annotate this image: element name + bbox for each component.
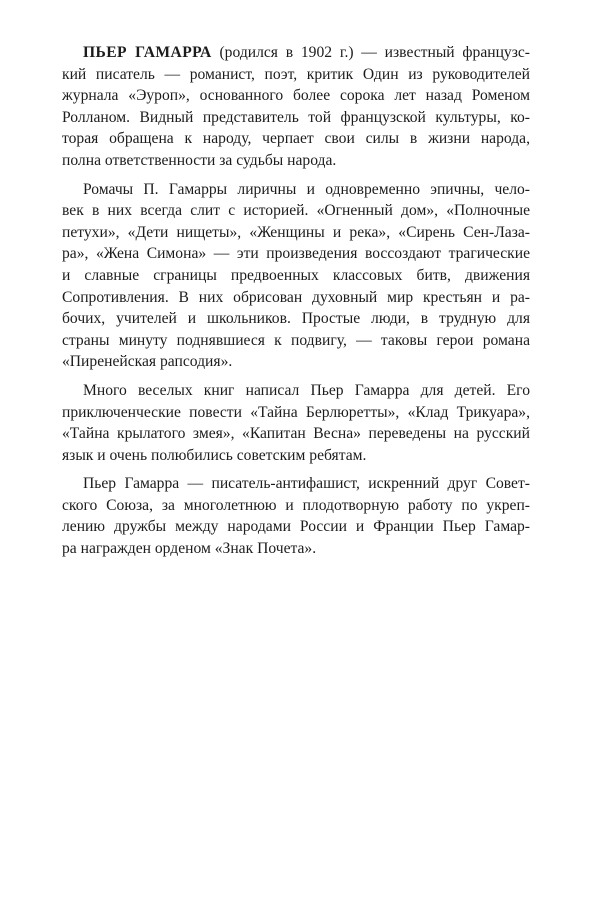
text-segment: Ромачы П. Гамарры лиричны и одновременно эпичны, чело-: [83, 180, 530, 198]
text-line: ра», «Жена Симона» — эти произведения воссоздают трагические: [62, 245, 530, 263]
text-line: [62, 179, 530, 201]
author-name: ПЬЕР ГАМАРРА: [83, 44, 212, 61]
text-line: век в них всегда слит с историей. «Огненный дом», «Полночные: [62, 202, 530, 220]
text-line: язык и очень полюбились советским ребятам.: [62, 446, 367, 464]
text-line: лению дружбы между народами России и Франции Пьер Гамар-: [62, 518, 530, 536]
paragraph-award: [62, 473, 530, 559]
text-line: ра награжден орденом «Знак Почета».: [62, 540, 317, 558]
paragraph-biography: [62, 42, 530, 172]
text-line: кий писатель — романист, поэт, критик Один из руководителей: [62, 65, 530, 83]
text-line: Сопротивления. В них обрисован духовный мир крестьян и ра-: [62, 288, 530, 306]
text-line: и славные сграницы предвоенных классовых битв, движения: [62, 266, 530, 284]
text-line: полна ответственности за судьбы народа.: [62, 151, 337, 169]
text-line: бочих, учителей и школьников. Простые люди, в трудную для: [62, 310, 530, 328]
paragraph-children-books: [62, 380, 530, 466]
text-line: «Пиренейская рапсодия».: [62, 353, 233, 371]
text-line: «Тайна крылатого змея», «Капитан Весна» переведены на русский: [62, 425, 530, 443]
text-segment: (родился в 1902 г.) — известный французс-: [211, 44, 531, 61]
text-segment: Много веселых книг написал Пьер Гамарра для детей. Его: [83, 381, 530, 399]
text-line: [62, 473, 530, 495]
text-line: торая обращена к народу, черпает свои силы в жизни народа,: [62, 130, 530, 148]
paragraph-novels: [62, 179, 530, 373]
text-segment: Пьер Гамарра — писатель-антифашист, искренний друг Совет-: [83, 475, 530, 493]
text-line: ского Союза, за многолетнюю и плодотворную работу по укреп-: [62, 496, 530, 514]
text-line: страны минуту поднявшиеся к подвигу, — таковы герои романа: [62, 331, 530, 349]
article-page: [62, 42, 530, 567]
text-line: Ролланом. Видный представитель той французской культуры, ко-: [62, 108, 530, 126]
text-line: приключенческие повести «Тайна Берлюретты», «Клад Трикуара»,: [62, 403, 530, 421]
text-line: [62, 42, 530, 64]
text-line: петухи», «Дети нищеты», «Женщины и река», «Сирень Сен-Лаза-: [62, 223, 530, 241]
text-line: [62, 380, 530, 402]
text-line: журнала «Эуроп», основанного более сорока лет назад Роменом: [62, 87, 530, 105]
